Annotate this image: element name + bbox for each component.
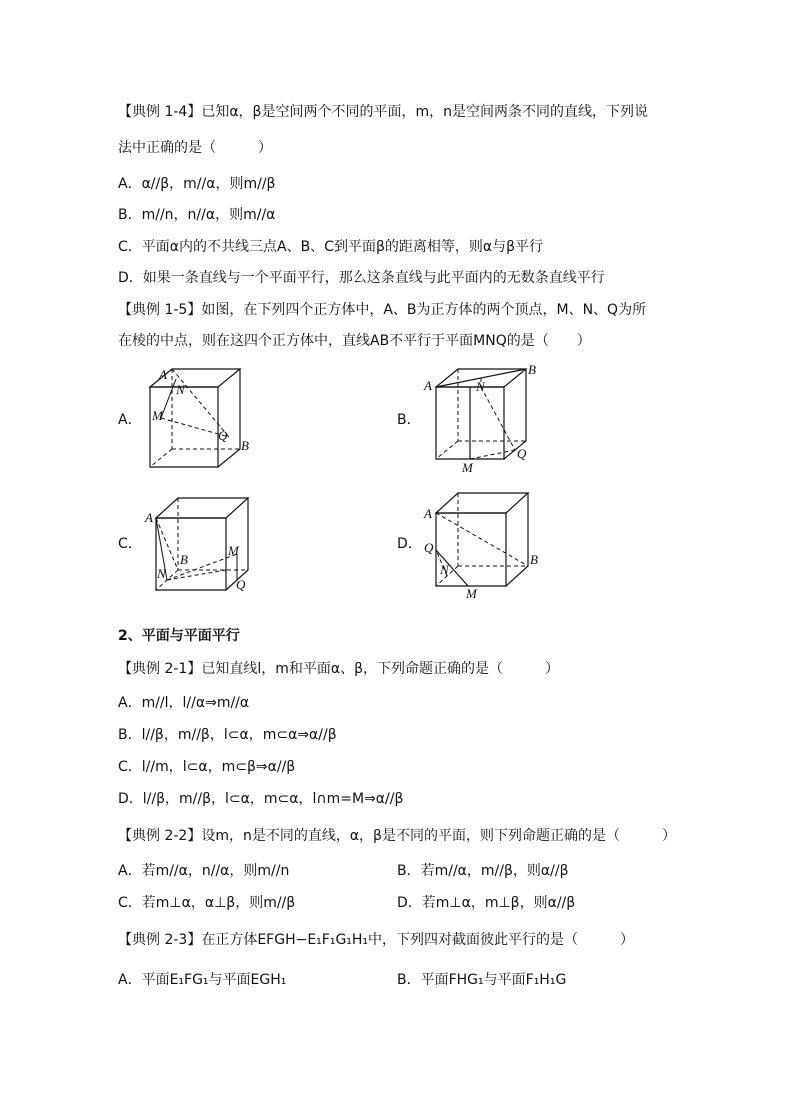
ex21-option-c: C．l//m，l⊂α，m⊂β⇒α//β — [118, 759, 296, 775]
ex21-option-b: B．l//β，m//β，l⊂α，m⊂α⇒α//β — [118, 727, 337, 743]
ex21-option-a: A．m//l，l//α⇒m//α — [118, 695, 250, 711]
section-heading: 2、平面与平面平行 — [118, 628, 240, 644]
ex23-option-a: A．平面E₁FG₁与平面EGH₁ — [118, 972, 287, 988]
point-q: Q — [236, 577, 246, 592]
point-n: N — [176, 382, 185, 397]
vertex-a: A — [424, 506, 432, 521]
vertex-a: A — [159, 367, 167, 382]
ex14-option-b: B．m//n，n//α，则m//α — [118, 207, 276, 223]
ex14-option-d: D．如果一条直线与一个平面平行，那么这条直线与此平面内的无数条直线平行 — [118, 270, 605, 286]
point-q: Q — [424, 540, 434, 555]
fig-c-label: C． — [118, 536, 142, 552]
ex21-option-d: D．l//β，m//β，l⊂α，m⊂α，l∩m=M⇒α//β — [118, 791, 404, 807]
ex22-option-d: D．若m⊥α，m⊥β，则α//β — [397, 895, 576, 911]
point-m: M — [152, 408, 163, 423]
ex14-option-a: A．α//β，m//α，则m//β — [118, 176, 276, 192]
ex15-stem-line2: 在棱的中点，则在这四个正方体中，直线AB不平行于平面MNQ的是（ ） — [118, 333, 591, 349]
cube-figure-d — [418, 488, 548, 600]
vertex-b: B — [528, 362, 536, 377]
point-m: M — [462, 460, 473, 474]
point-q: Q — [517, 446, 527, 461]
fig-b-label: B． — [397, 412, 421, 428]
cube-figure-a — [140, 362, 270, 474]
point-m: M — [228, 543, 239, 558]
vertex-b: B — [180, 552, 188, 567]
point-n: N — [157, 566, 166, 581]
ex14-stem-line2: 法中正确的是（ ） — [118, 140, 272, 156]
vertex-a: A — [145, 510, 153, 525]
ex22-option-b: B．若m//α，m//β，则α//β — [397, 863, 569, 879]
ex14-stem-line1: 【典例 1-4】已知α，β是空间两个不同的平面，m，n是空间两条不同的直线，下列说 — [118, 104, 648, 120]
ex23-option-b: B．平面FHG₁与平面F₁H₁G — [397, 972, 567, 988]
vertex-b: B — [530, 552, 538, 567]
fig-d-label: D． — [397, 536, 422, 552]
cube-figure-b — [418, 362, 548, 474]
ex23-stem: 【典例 2-3】在正方体EFGH−E₁F₁G₁H₁中，下列四对截面彼此平行的是（ ） — [118, 932, 635, 948]
point-m: M — [466, 586, 477, 600]
ex22-option-c: C．若m⊥α，α⊥β，则m//β — [118, 895, 296, 911]
ex15-stem-line1: 【典例 1-5】如图，在下列四个正方体中，A、B为正方体的两个顶点，M、N、Q为所 — [118, 302, 647, 318]
point-n: N — [476, 379, 485, 394]
vertex-b: B — [241, 438, 249, 453]
point-n: N — [440, 562, 449, 577]
ex22-option-a: A．若m//α，n//α，则m//n — [118, 863, 290, 879]
vertex-a: A — [424, 378, 432, 393]
fig-a-label: A． — [118, 412, 142, 428]
ex21-stem: 【典例 2-1】已知直线l，m和平面α、β，下列命题正确的是（ ） — [118, 661, 560, 677]
point-q: Q — [218, 428, 228, 443]
ex22-stem: 【典例 2-2】设m，n是不同的直线，α，β是不同的平面，则下列命题正确的是（ ） — [118, 828, 676, 844]
cube-figure-c — [140, 490, 270, 602]
ex14-option-c: C．平面α内的不共线三点A、B、C到平面β的距离相等，则α与β平行 — [118, 239, 544, 255]
